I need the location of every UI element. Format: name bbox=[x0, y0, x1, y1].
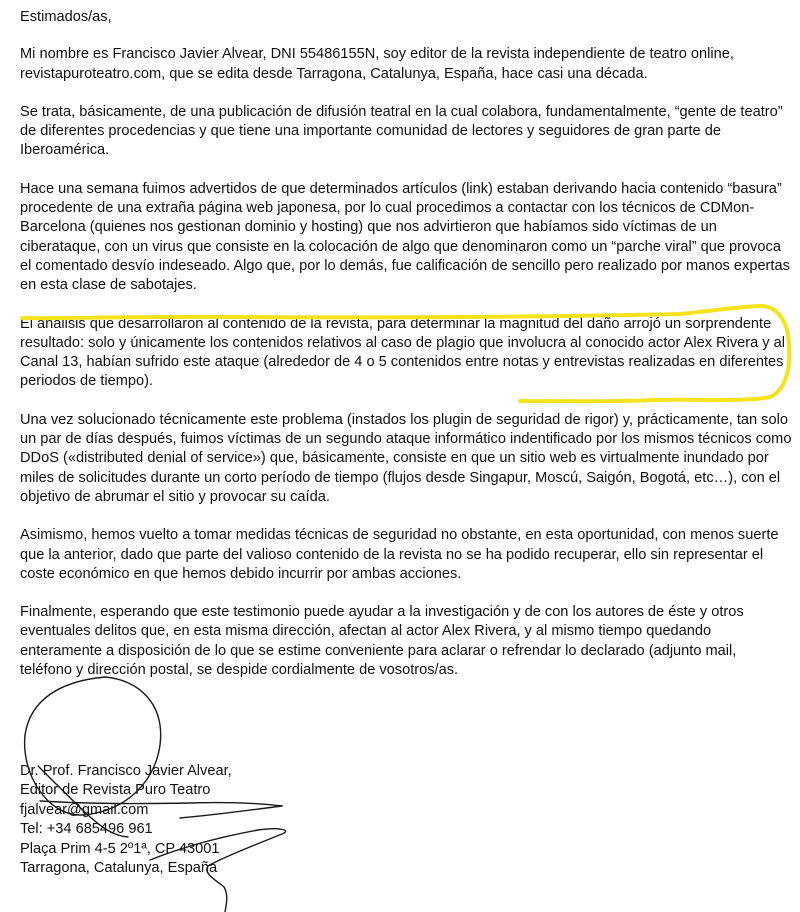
letter-greeting: Estimados/as, bbox=[20, 9, 112, 25]
signature-block bbox=[20, 762, 232, 878]
paragraph-closing: Finalmente, esperando que este testimonio puede ayudar a la investigación y de con los autores de éste y otros eventuales delitos que, en esta misma dirección, afectan al actor Alex Rivera, y al mismo tiempo quedando enteramente a disposición de lo que se estime conveniente para aclarar o refrendar lo declarado (adjunto mail, teléfono y dirección postal, se despide cordialmente de vosotros/as. bbox=[20, 604, 744, 679]
signer-phone: Tel: +34 685496 961 bbox=[20, 821, 153, 838]
signer-city: Tarragona, Catalunya, España bbox=[20, 860, 218, 877]
paragraph-analysis-highlighted: El análisis que desarrollaron al contenido de la revista, para determinar la magnitud del daño arrojó un sorprendente resultado: solo y únicamente los contenidos relativos al caso de plagio que involucra al conocido actor Alex Rivera y al Canal 13, habían sufrido este ataque (alrededor de 4 o 5 contenidos entre notas y entrevistas realizadas en diferentes periodos de tiempo). bbox=[20, 315, 785, 390]
paragraph-ddos-attack: Una vez solucionado técnicamente este problema (instados los plugin de seguridad de rigor) y, prácticamente, tan solo un par de días después, fuimos víctimas de un segundo ataque informático indentificado por los mismos técnicos como DDoS («distributed denial of service») que, básicamente, consiste en que un sitio web es virtualmente inundado por miles de solicitudes durante un corto período de tiempo (flujos desde Singapur, Moscú, Saigón, Bogotá, etc…), con el objetivo de abrumar el sitio y provocar su caída. bbox=[20, 411, 792, 505]
paragraph-introduction: Mi nombre es Francisco Javier Alvear, DNI 55486155N, soy editor de la revista independiente de teatro online, revistapuroteatro.com, que se edita desde Tarragona, Catalunya, España, hace casi una década. bbox=[20, 46, 734, 82]
paragraph-publication: Se trata, básicamente, de una publicación de difusión teatral en la cual colabora, fundamentalmente, “gente de teatro” de diferentes procedencias y que tiene una importante comunidad de lectores y seguidores de gran parte de Iberoamérica. bbox=[20, 103, 783, 159]
signer-name: Dr. Prof. Francisco Javier Alvear, bbox=[20, 763, 232, 779]
letter-body bbox=[20, 8, 792, 699]
paragraph-first-attack: Hace una semana fuimos advertidos de que determinados artículos (link) estaban derivando hacia contenido “basura” procedente de una extraña página web japonesa, por lo cual procedimos a contactar con los técnicos de CDMon-Barcelona (quienes nos gestionan dominio y hosting) que nos advirtieron que habíamos sido víctimas de un ciberataque, con un virus que consiste en la colocación de algo que denominaron como un “parche viral” que provoca el comentado desvío indeseado. Algo que, por lo demás, fue calificación de sencillo pero realizado por manos expertas en esta clase de sabotajes. bbox=[20, 180, 790, 294]
signer-role: Editor de Revista Puro Teatro bbox=[20, 782, 211, 799]
signer-address: Plaça Prim 4-5 2º1ª, CP 43001 bbox=[20, 840, 220, 857]
paragraph-security-measures: Asimismo, hemos vuelto a tomar medidas técnicas de seguridad no obstante, en esta oportunidad, con menos suerte que la anterior, dado que parte del valioso contenido de la revista no se ha podido recuperar, ello sin representar el coste económico en que hemos debido incurrir por ambas acciones. bbox=[20, 527, 779, 582]
signer-email: fjalvear@gmail.com bbox=[20, 801, 149, 818]
